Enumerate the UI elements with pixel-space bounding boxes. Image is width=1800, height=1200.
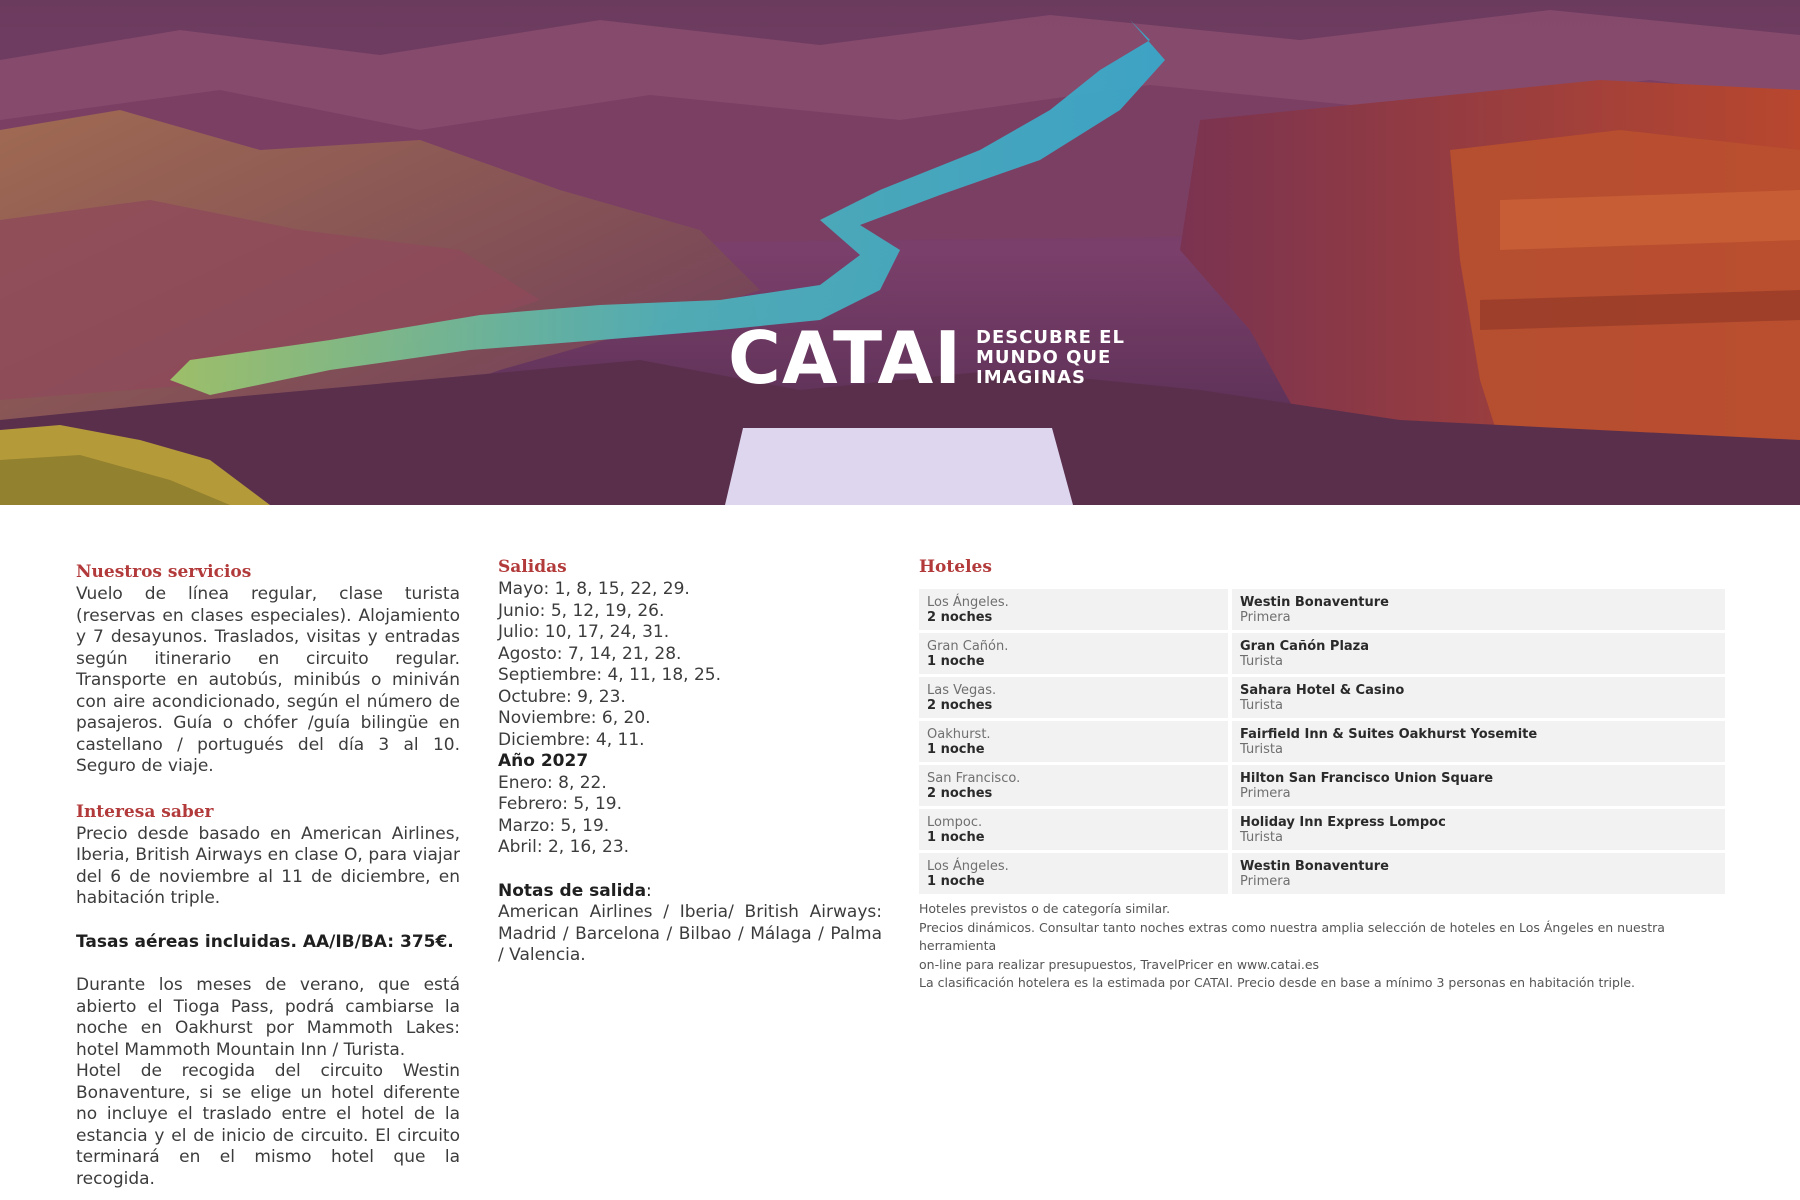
departure-line: Julio: 10, 17, 24, 31. <box>498 622 670 642</box>
hotel-cell <box>1232 633 1725 674</box>
hotel-cell <box>1232 765 1725 806</box>
city-name: San Francisco. <box>927 771 1021 786</box>
hotel-cell <box>1232 853 1725 894</box>
footnote: Hoteles previstos o de categoría similar. <box>919 901 1171 916</box>
footnote: on-line para realizar presupuestos, TravelPricer en www.catai.es <box>919 956 1320 972</box>
tagline-line: MUNDO QUE <box>976 347 1112 368</box>
departure-line: Marzo: 5, 19. <box>498 815 610 836</box>
departure-line: Abril: 2, 16, 23. <box>498 837 630 857</box>
pickup-text: Hotel de recogida del circuito Westin Bonaventure, si se elige un hotel diferente no incluye el traslado entre el hotel de la estancia y el de inicio de circuito. El circuito terminará en el mismo hotel que la recogida. <box>76 1061 460 1189</box>
header-tab <box>0 0 1800 505</box>
year-heading: Año 2027 <box>498 751 589 771</box>
nights: 2 noches <box>927 786 993 801</box>
taxes-text: Tasas aéreas incluidas. AA/IB/BA: 375€. <box>76 931 454 952</box>
hotel-name: Westin Bonaventure <box>1240 859 1389 874</box>
city-cell <box>919 677 1228 718</box>
hotel-category: Primera <box>1240 874 1291 889</box>
brand-tagline <box>976 328 1125 388</box>
table-row <box>919 589 1725 630</box>
nights: 2 noches <box>927 610 993 625</box>
info-text: Precio desde basado en American Airlines, Iberia, British Airways en clase O, para viajar del 6 de noviembre al 11 de diciembre, en habitación triple. <box>76 823 460 908</box>
table-row <box>919 633 1725 674</box>
city-cell <box>919 721 1228 762</box>
nights: 1 noche <box>927 742 985 757</box>
hotel-cell <box>1232 677 1725 718</box>
city-name: Lompoc. <box>927 815 983 830</box>
city-cell <box>919 765 1228 806</box>
city-name: Gran Cañón. <box>927 639 1009 654</box>
departure-line: Junio: 5, 12, 19, 26. <box>498 600 665 621</box>
table-row <box>919 765 1725 806</box>
table-row <box>919 809 1725 850</box>
nights: 1 noche <box>927 654 985 669</box>
hotel-category: Turista <box>1240 742 1283 757</box>
hotels-column <box>919 555 1725 993</box>
nights: 2 noches <box>927 698 993 713</box>
footnote: Precios dinámicos. Consultar tanto noches extras como nuestra amplia selección de hoteles en Los Ángeles en nuestra herramienta <box>919 919 1665 953</box>
hotels-title: Hoteles <box>919 557 992 577</box>
departure-line: Noviembre: 6, 20. <box>498 708 651 728</box>
departure-line: Septiembre: 4, 11, 18, 25. <box>498 665 721 685</box>
table-row <box>919 853 1725 894</box>
departure-notes-text: American Airlines / Iberia/ British Airways: Madrid / Barcelona / Bilbao / Málaga / Palma / Valencia. <box>498 902 882 965</box>
city-name: Oakhurst. <box>927 727 991 742</box>
hotel-name: Fairfield Inn & Suites Oakhurst Yosemite <box>1240 727 1538 742</box>
tagline-line: DESCUBRE EL <box>976 327 1125 348</box>
hotel-name: Westin Bonaventure <box>1240 595 1389 610</box>
departure-line: Mayo: 1, 8, 15, 22, 29. <box>498 579 690 599</box>
tagline-line: IMAGINAS <box>976 367 1086 388</box>
city-cell <box>919 589 1228 630</box>
departure-line: Diciembre: 4, 11. <box>498 729 645 750</box>
brand-name: CATAI <box>728 316 963 400</box>
nights: 1 noche <box>927 830 985 845</box>
nights: 1 noche <box>927 874 985 889</box>
departure-line: Agosto: 7, 14, 21, 28. <box>498 643 682 664</box>
brand-logo <box>728 316 1125 400</box>
footnote: La clasificación hotelera es la estimada por CATAI. Precio desde en base a mínimo 3 personas en habitación triple. <box>919 975 1636 990</box>
city-name: Las Vegas. <box>927 683 997 698</box>
city-cell <box>919 809 1228 850</box>
services-title: Nuestros servicios <box>76 562 252 582</box>
hotel-name: Sahara Hotel & Casino <box>1240 683 1405 698</box>
hero-image <box>0 0 1800 505</box>
hotel-name: Hilton San Francisco Union Square <box>1240 771 1494 786</box>
hotel-name: Gran Cañón Plaza <box>1240 639 1370 654</box>
hotels-footnotes <box>919 900 1725 993</box>
table-row <box>919 677 1725 718</box>
table-row <box>919 721 1725 762</box>
departure-notes-label: Notas de salida: <box>498 880 652 901</box>
summer-text: Durante los meses de verano, que está abierto el Tioga Pass, podrá cambiarse la noche en Oakhurst por Mammoth Lakes: hotel Mammoth Mountain Inn / Turista. <box>76 975 460 1060</box>
hotel-category: Turista <box>1240 698 1283 713</box>
hotel-cell <box>1232 589 1725 630</box>
hotel-cell <box>1232 809 1725 850</box>
hotels-table <box>919 589 1725 894</box>
departures-column <box>498 555 882 967</box>
services-text: Vuelo de línea regular, clase turista (reservas en clases especiales). Alojamiento y 7 desayunos. Traslados, visitas y entradas según itinerario en circuito regular. Transporte en autobús, minibús o miniván con aire acondicionado, según el número de pasajeros. Guía o chófer /guía bilingüe en castellano / portugués del día 3 al 10. Seguro de viaje. <box>76 584 460 776</box>
departure-line: Febrero: 5, 19. <box>498 794 622 814</box>
departure-line: Octubre: 9, 23. <box>498 686 626 707</box>
city-name: Los Ángeles. <box>927 859 1009 874</box>
hotel-cell <box>1232 721 1725 762</box>
hotel-name: Holiday Inn Express Lompoc <box>1240 815 1446 830</box>
departure-line: Enero: 8, 22. <box>498 772 607 793</box>
city-cell <box>919 853 1228 894</box>
info-title: Interesa saber <box>76 801 214 822</box>
hotel-category: Primera <box>1240 786 1291 801</box>
departures-title: Salidas <box>498 557 567 577</box>
city-cell <box>919 633 1228 674</box>
hotel-category: Primera <box>1240 610 1291 625</box>
hotel-category: Turista <box>1240 830 1283 845</box>
hotel-category: Turista <box>1240 654 1283 669</box>
services-column <box>76 560 460 1190</box>
city-name: Los Ángeles. <box>927 595 1009 610</box>
